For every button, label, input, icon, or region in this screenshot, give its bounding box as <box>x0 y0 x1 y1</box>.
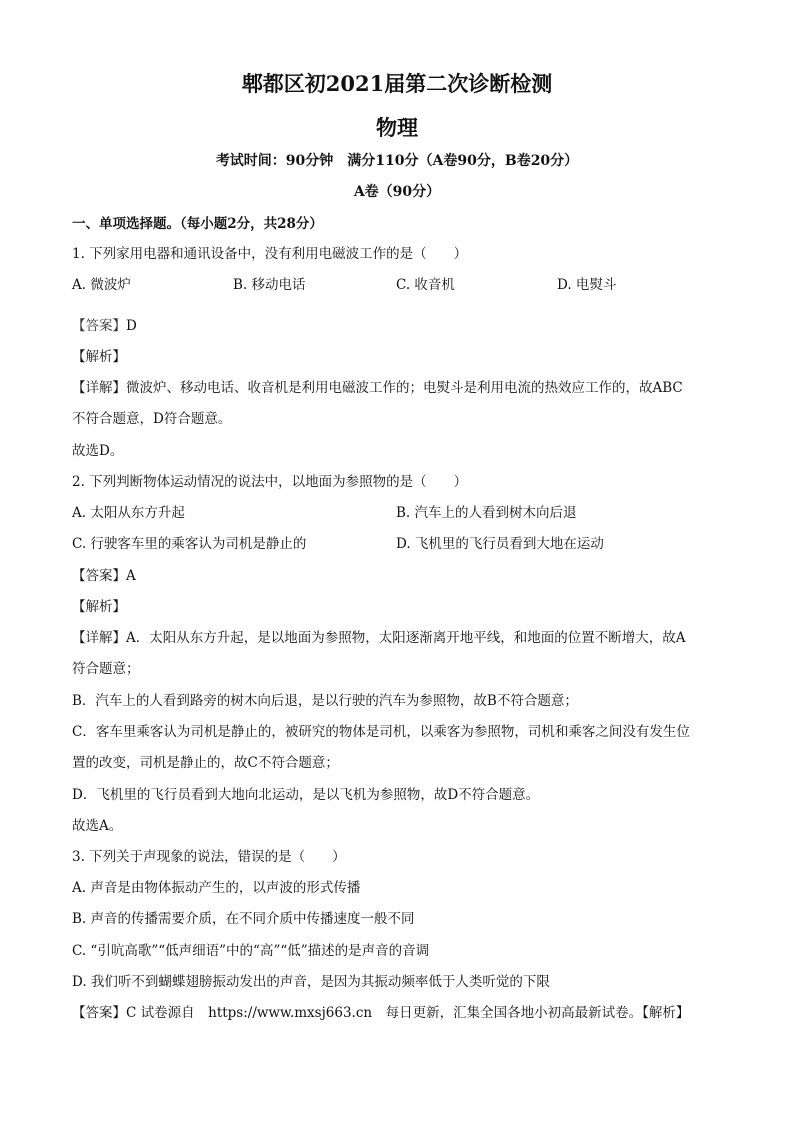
answer-label: 【答案】 <box>72 1005 126 1021</box>
q1-conclusion: 故选D。 <box>72 443 124 459</box>
q2-option-a: A. 太阳从东方升起 <box>72 505 185 521</box>
q3-option-c: C. “引吭高歌”“低声细语”中的“高”“低”描述的是声音的音调 <box>72 943 430 959</box>
q1-stem: 1. 下列家用电器和通讯设备中，没有利用电磁波工作的是（ ） <box>72 246 468 262</box>
q1-detail-line2: 不符合题意，D符合题意。 <box>72 411 232 427</box>
exam-title: 郫都区初2021届第二次诊断检测 <box>241 71 553 96</box>
q3-option-d: D. 我们听不到蝴蝶翅膀振动发出的声音，是因为其振动频率低于人类听觉的下限 <box>72 974 550 990</box>
q3-option-a: A. 声音是由物体振动产生的，以声波的形式传播 <box>72 880 361 896</box>
q1-option-d: D. 电熨斗 <box>557 277 617 293</box>
answer-label: 【答案】 <box>72 318 126 334</box>
q2-detail-line5: 置的改变，司机是静止的，故C不符合题意； <box>72 755 339 771</box>
q2-option-d: D. 飞机里的飞行员看到大地在运动 <box>396 536 604 552</box>
q2-answer <box>72 566 724 586</box>
q2-option-b: B. 汽车上的人看到树木向后退 <box>396 505 577 521</box>
q3-answer <box>72 1003 724 1023</box>
q1-answer <box>72 316 724 336</box>
subject-title: 物理 <box>376 115 418 140</box>
detail-label: 【详解】 <box>72 630 126 646</box>
answer-line: C 试卷源自 https://www.mxsj663.cn 每日更新，汇集全国各地小初高最新试卷。 <box>126 1005 643 1021</box>
exam-info: 考试时间：90分钟 满分110分（A卷90分，B卷20分） <box>215 153 579 169</box>
q2-detail-line2: 符合题意； <box>72 661 140 677</box>
answer-value: A <box>126 568 136 584</box>
q2-detail-line3: B．汽车上的人看到路旁的树木向后退，是以行驶的汽车为参照物，故B不符合题意； <box>72 693 578 709</box>
part1-heading: 一、单项选择题。（每小题2分，共28分） <box>72 216 323 232</box>
q2-detail-line6: D．飞机里的飞行员看到大地向北运动，是以飞机为参照物，故D不符合题意。 <box>72 787 540 803</box>
q1-option-b: B. 移动电话 <box>233 277 306 293</box>
detail-text: A．太阳从东方升起，是以地面为参照物，太阳逐渐离开地平线，和地面的位置不断增大，故A <box>126 630 686 646</box>
detail-text: 微波炉、移动电话、收音机是利用电磁波工作的；电熨斗是利用电流的热效应工作的，故ABC <box>126 380 683 396</box>
q2-stem: 2. 下列判断物体运动情况的说法中，以地面为参照物的是（ ） <box>72 474 468 490</box>
q2-detail-line1 <box>72 628 724 648</box>
q2-conclusion: 故选A。 <box>72 818 123 834</box>
q3-option-b: B. 声音的传播需要介质，在不同介质中传播速度一般不同 <box>72 911 415 927</box>
detail-label: 【详解】 <box>72 380 126 396</box>
answer-value: D <box>126 318 137 334</box>
q1-analysis-label: 【解析】 <box>72 349 126 365</box>
q2-detail-line4: C．客车里乘客认为司机是静止的，被研究的物体是司机，以乘客为参照物，司机和乘客之间没有发生位 <box>72 724 690 740</box>
answer-label: 【答案】 <box>72 568 126 584</box>
analysis-label: 【解析】 <box>642 1005 690 1021</box>
q2-option-c: C. 行驶客车里的乘客认为司机是静止的 <box>72 536 307 552</box>
q3-stem: 3. 下列关于声现象的说法，错误的是（ ） <box>72 849 346 865</box>
q1-option-a: A. 微波炉 <box>72 277 131 293</box>
q2-analysis-label: 【解析】 <box>72 599 126 615</box>
q1-detail-line1 <box>72 378 724 398</box>
q1-option-c: C. 收音机 <box>396 277 455 293</box>
section-a-title: A卷（90分） <box>353 184 441 200</box>
